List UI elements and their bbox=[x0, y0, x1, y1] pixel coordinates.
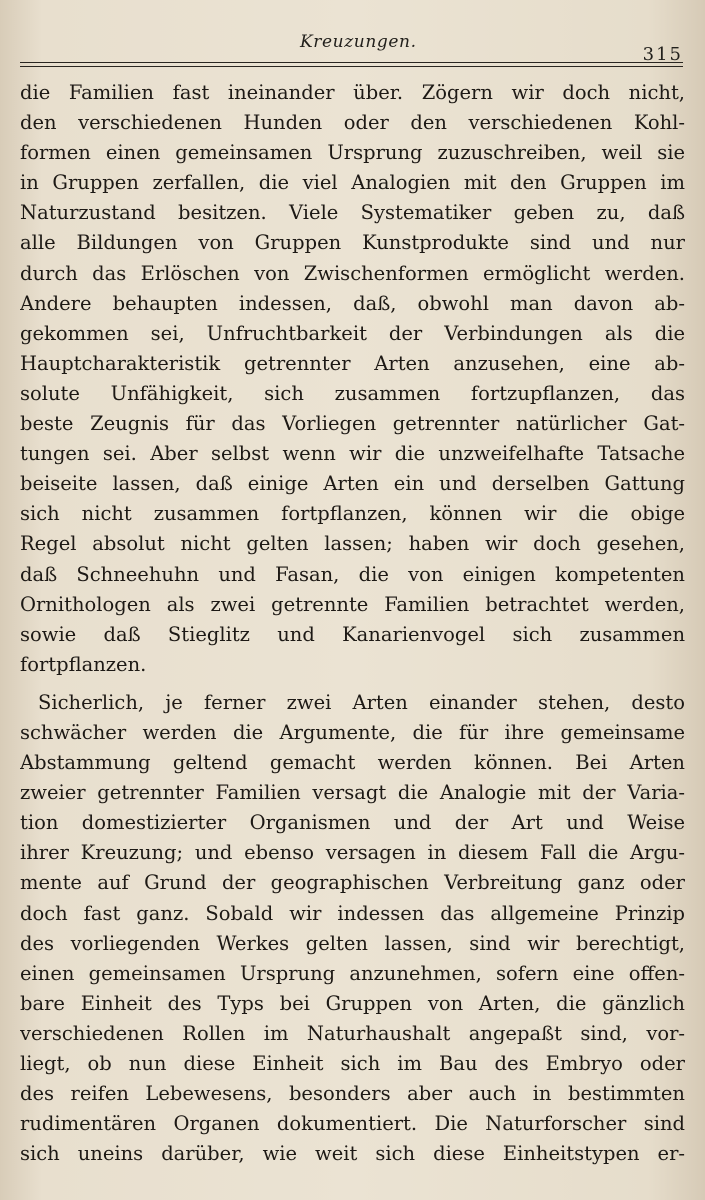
text-line: daß Schneehuhn und Fasan, die von einigen kompetenten bbox=[20, 562, 685, 586]
text-line: alle Bildungen von Gruppen Kunstprodukte sind und nur bbox=[20, 231, 685, 255]
text-line: durch das Erlöschen von Zwischenformen ermöglicht werden. bbox=[20, 261, 685, 285]
text-line: sich nicht zusammen fortpflanzen, können wir die obige bbox=[20, 502, 685, 526]
page-number: 315 bbox=[642, 44, 683, 65]
text-line: Abstammung geltend gemacht werden können. Bei Arten bbox=[20, 751, 685, 775]
text-line: ihrer Kreuzung; und ebenso versagen in diesem Fall die Argu- bbox=[20, 841, 685, 865]
text-line: rudimentären Organen dokumentiert. Die Naturforscher sind bbox=[20, 1112, 685, 1136]
text-line: verschiedenen Rollen im Naturhaushalt angepaßt sind, vor- bbox=[20, 1021, 685, 1045]
text-line: den verschiedenen Hunden oder den verschiedenen Kohl- bbox=[20, 111, 685, 135]
text-line: liegt, ob nun diese Einheit sich im Bau des Embryo oder bbox=[20, 1052, 685, 1075]
text-line: Hauptcharakteristik getrennter Arten anzusehen, eine ab- bbox=[20, 351, 685, 375]
text-line: schwächer werden die Argumente, die für ihre gemeinsame bbox=[20, 720, 685, 744]
text-line: des vorliegenden Werkes gelten lassen, sind wir berechtigt, bbox=[20, 931, 685, 955]
text-line: die Familien fast ineinander über. Zögern wir doch nicht, bbox=[20, 81, 685, 104]
header-rule-thin bbox=[20, 66, 683, 67]
body-text bbox=[20, 78, 685, 1169]
text-line: solute Unfähigkeit, sich zusammen fortzupflanzen, das bbox=[20, 381, 685, 405]
text-line: beste Zeugnis für das Vorliegen getrennter natürlicher Gat- bbox=[20, 412, 685, 436]
text-line: gekommen sei, Unfruchtbarkeit der Verbindungen als die bbox=[20, 321, 685, 345]
text-line: doch fast ganz. Sobald wir indessen das allgemeine Prinzip bbox=[20, 901, 685, 925]
text-line: sowie daß Stieglitz und Kanarienvogel sich zusammen bbox=[20, 622, 685, 646]
paragraph-2 bbox=[20, 688, 685, 1170]
text-line: Regel absolut nicht gelten lassen; haben wir doch gesehen, bbox=[20, 532, 685, 556]
text-line: Ornithologen als zwei getrennte Familien betrachtet werden, bbox=[20, 592, 685, 616]
text-line: des reifen Lebewesens, besonders aber auch in bestimmten bbox=[20, 1082, 685, 1106]
text-line: sich uneins darüber, wie weit sich diese Einheitstypen er- bbox=[20, 1142, 685, 1166]
text-line: bare Einheit des Typs bei Gruppen von Arten, die gänzlich bbox=[20, 991, 685, 1015]
text-line: mente auf Grund der geographischen Verbreitung ganz oder bbox=[20, 871, 685, 895]
text-line: fortpflanzen. bbox=[20, 652, 147, 676]
header-rule bbox=[20, 62, 683, 63]
running-title: Kreuzungen. bbox=[300, 32, 417, 52]
text-line: Andere behaupten indessen, daß, obwohl man davon ab- bbox=[20, 291, 685, 315]
text-line: tungen sei. Aber selbst wenn wir die unzweifelhafte Tatsache bbox=[20, 442, 685, 466]
text-line: in Gruppen zerfallen, die viel Analogien mit den Gruppen im bbox=[20, 171, 685, 195]
page-header bbox=[0, 28, 705, 68]
text-line: beiseite lassen, daß einige Arten ein und derselben Gattung bbox=[20, 472, 685, 496]
text-line: formen einen gemeinsamen Ursprung zuzuschreiben, weil sie bbox=[20, 141, 685, 165]
text-line: Naturzustand besitzen. Viele Systematiker geben zu, daß bbox=[20, 201, 685, 225]
text-line: Sicherlich, je ferner zwei Arten einander stehen, desto bbox=[38, 690, 685, 714]
text-line: tion domestizierter Organismen und der Art und Weise bbox=[20, 811, 685, 835]
text-line: einen gemeinsamen Ursprung anzunehmen, sofern eine offen- bbox=[20, 961, 685, 985]
paragraph-1 bbox=[20, 78, 685, 680]
text-line: zweier getrennter Familien versagt die Analogie mit der Varia- bbox=[20, 781, 685, 805]
paragraph-gap bbox=[20, 680, 685, 688]
